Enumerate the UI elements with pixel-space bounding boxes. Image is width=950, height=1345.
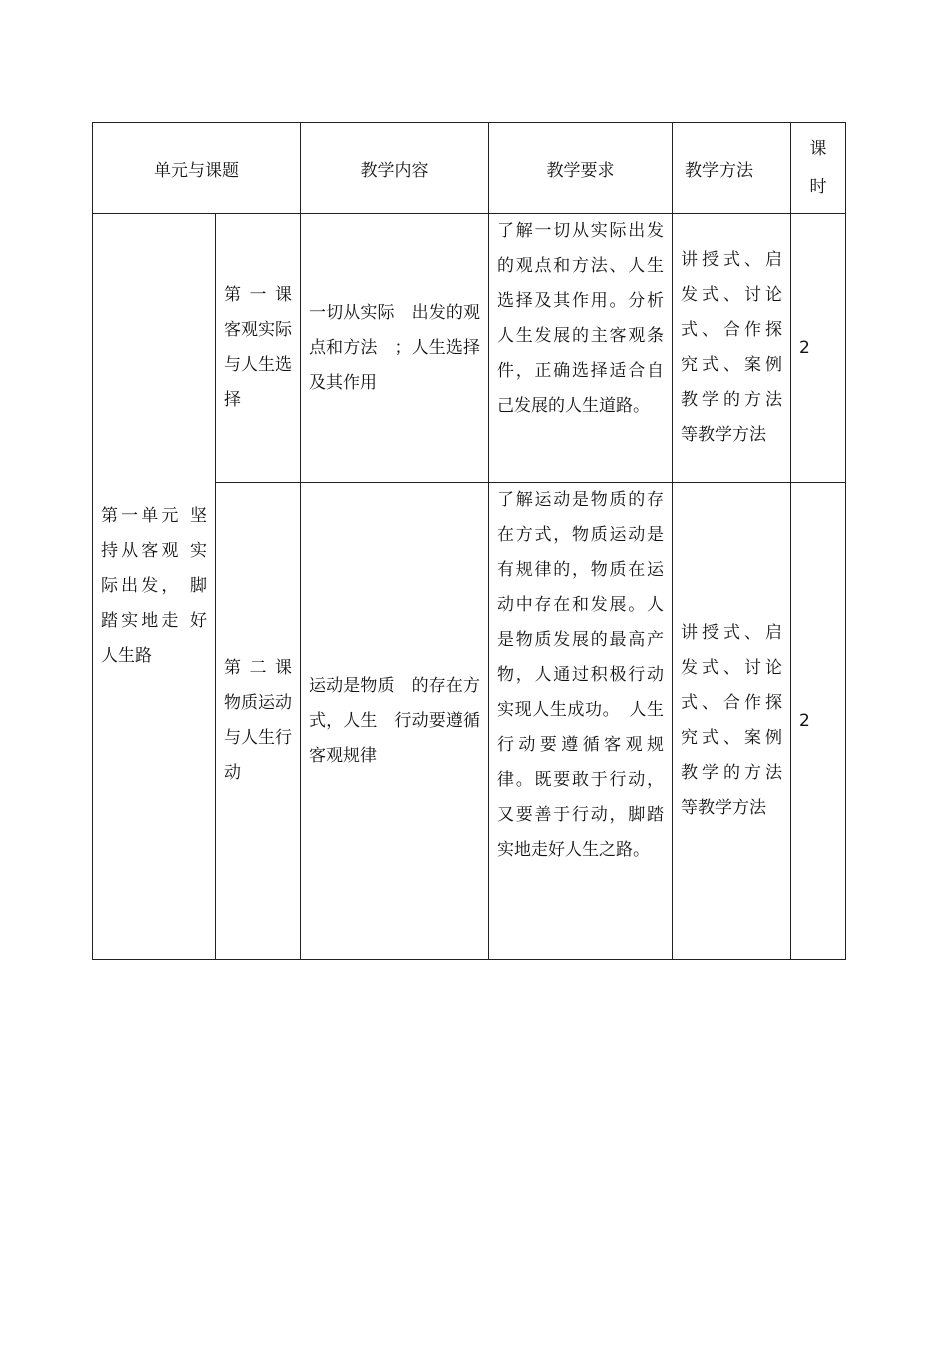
lesson-method: 讲授式、启发式、讨论式、合作探究式、案例教学的方法等教学方法 — [673, 483, 791, 960]
header-row — [93, 123, 846, 214]
unit-title: 第一单元 坚持从客观 实际出发， 脚踏实地走 好人生路 — [93, 214, 216, 960]
lesson-requirements: 了解运动是物质的存在方式，物质运动是有规律的，物质在运动中存在和发展。人是物质发展的最高产物，人通过积极行动实现人生成功。 人生行动要遵循客观规律。既要敢于行动，又要善于行动，脚踏实地走好人生之路。 — [489, 483, 673, 960]
header-hours — [791, 123, 846, 214]
lesson-title: 第二课 物质运动与人生行动 — [216, 483, 301, 960]
header-hours-line1: 课 — [809, 139, 827, 159]
table-row — [93, 214, 846, 483]
lesson-hours: 2 — [791, 483, 846, 960]
lesson-method: 讲授式、启发式、讨论式、合作探究式、案例教学的方法等教学方法 — [673, 214, 791, 483]
lesson-requirements: 了解一切从实际出发的观点和方法、人生选择及其作用。分析人生发展的主客观条件，正确选择适合自己发展的人生道路。 — [489, 214, 673, 483]
lesson-hours: 2 — [791, 214, 846, 483]
header-unit: 单元与课题 — [93, 123, 301, 214]
lesson-content: 一切从实际 出发的观点和方法 ；人生选择及其作用 — [301, 214, 489, 483]
lesson-content: 运动是物质 的存在方式，人生 行动要遵循客观规律 — [301, 483, 489, 960]
header-requirements: 教学要求 — [489, 123, 673, 214]
lesson-title: 第一课 客观实际与人生选择 — [216, 214, 301, 483]
header-method: 教学方法 — [673, 123, 791, 214]
header-content: 教学内容 — [301, 123, 489, 214]
syllabus-table — [92, 122, 846, 960]
header-hours-line2: 时 — [809, 177, 827, 197]
